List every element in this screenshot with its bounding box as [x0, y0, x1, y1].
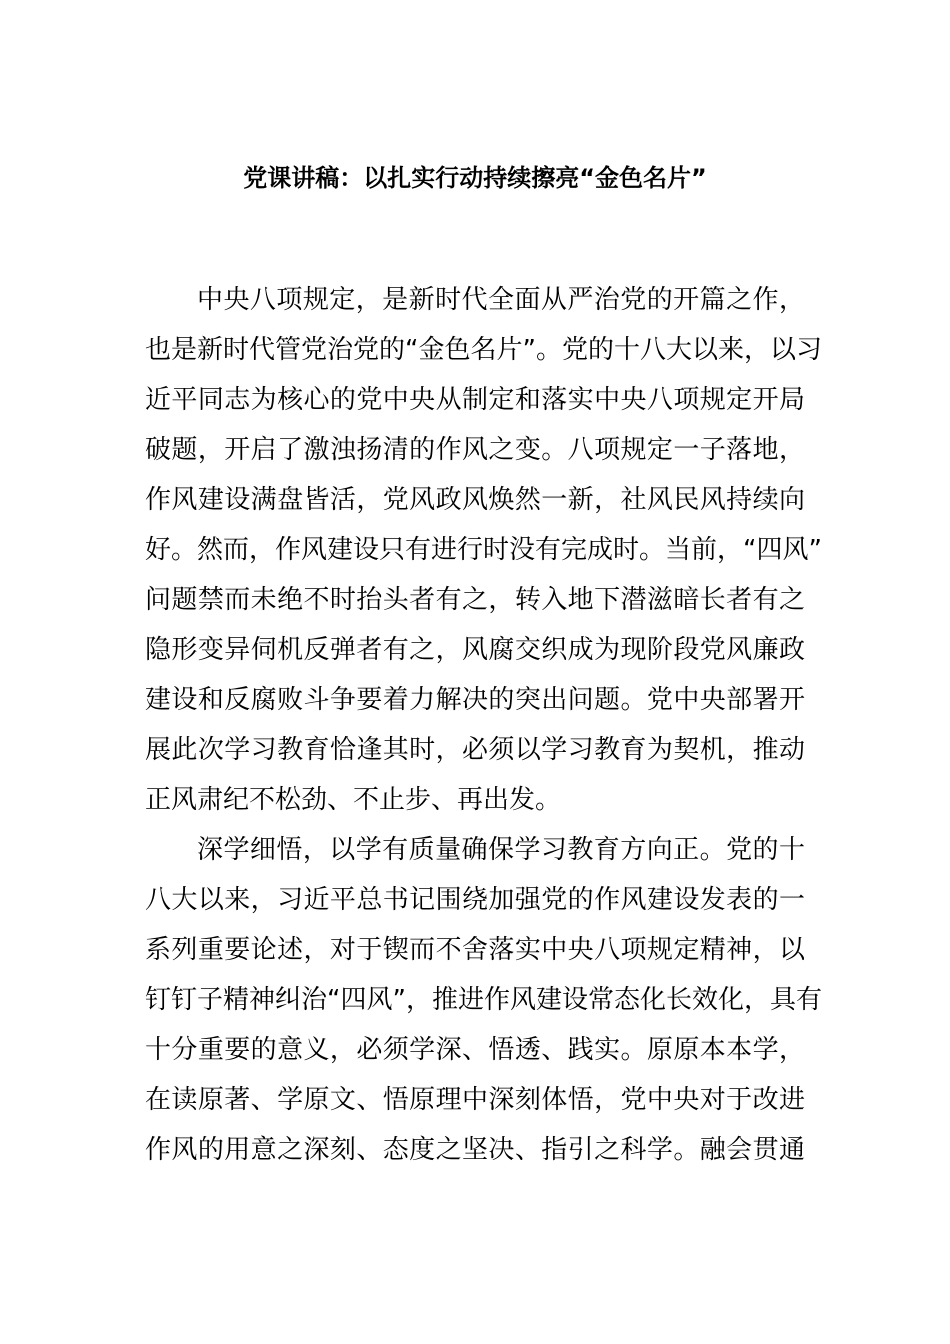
document-title: 党课讲稿：以扎实行动持续擦亮“金色名片”	[243, 164, 707, 192]
paragraph-1-line: 好。然而，作风建设只有进行时没有完成时。当前，“四风”	[145, 535, 822, 565]
paragraph-1-line: 破题，开启了激浊扬清的作风之变。八项规定一子落地，	[145, 435, 805, 465]
paragraph-2-line: 十分重要的意义，必须学深、悟透、践实。原原本本学，	[145, 1035, 805, 1065]
paragraph-1-line: 作风建设满盘皆活，党风政风焕然一新，社风民风持续向	[145, 485, 805, 515]
paragraph-2-line: 八大以来，习近平总书记围绕加强党的作风建设发表的一	[145, 885, 805, 915]
paragraph-1-line: 中央八项规定，是新时代全面从严治党的开篇之作，	[197, 285, 805, 315]
paragraph-2-line: 系列重要论述，对于锲而不舍落实中央八项规定精神，以	[145, 935, 805, 965]
paragraph-2-line: 深学细悟，以学有质量确保学习教育方向正。党的十	[197, 835, 805, 865]
paragraph-1-line: 近平同志为核心的党中央从制定和落实中央八项规定开局	[145, 385, 805, 415]
paragraph-1-line: 建设和反腐败斗争要着力解决的突出问题。党中央部署开	[145, 685, 805, 715]
paragraph-2-line: 在读原著、学原文、悟原理中深刻体悟，党中央对于改进	[145, 1085, 805, 1115]
paragraph-1-line: 也是新时代管党治党的“金色名片”。党的十八大以来，以习	[145, 335, 822, 365]
paragraph-1-line: 隐形变异伺机反弹者有之，风腐交织成为现阶段党风廉政	[145, 635, 805, 665]
paragraph-2-line: 钉钉子精神纠治“四风”，推进作风建设常态化长效化，具有	[145, 985, 822, 1015]
paragraph-1-line: 正风肃纪不松劲、不止步、再出发。	[145, 785, 562, 815]
paragraph-2-line: 作风的用意之深刻、态度之坚决、指引之科学。融会贯通	[145, 1135, 805, 1165]
paragraph-1-line: 展此次学习教育恰逢其时，必须以学习教育为契机，推动	[145, 735, 805, 765]
paragraph-1-line: 问题禁而未绝不时抬头者有之，转入地下潜滋暗长者有之	[145, 585, 805, 615]
